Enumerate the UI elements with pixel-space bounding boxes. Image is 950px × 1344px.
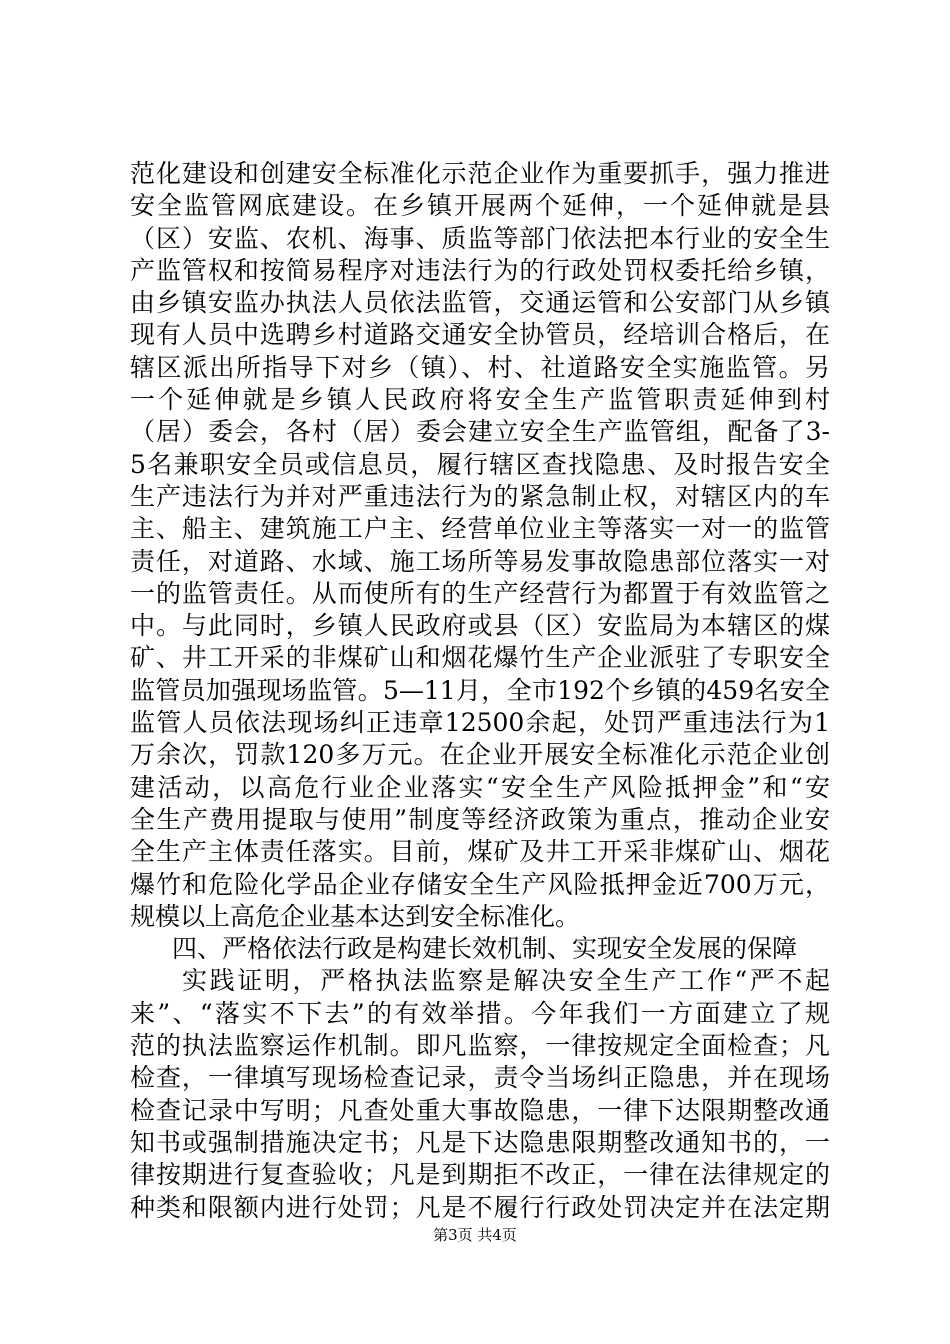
section-heading: 四、严格依法行政是构建长效机制、实现安全发展的保障	[172, 934, 798, 964]
text-line: 检查记录中写明；凡查处重大事故隐患，一律下达限期整改通	[130, 1095, 830, 1125]
page-footer	[0, 1225, 950, 1245]
text-line: （区）安监、农机、海事、质监等部门依法把本行业的安全生	[130, 223, 830, 253]
text-line: 万余次，罚款120多万元。在企业开展安全标准化示范企业创	[130, 740, 830, 770]
text-line: 知书或强制措施决定书；凡是下达隐患限期整改通知书的，一	[130, 1127, 830, 1157]
text-line: 监管员加强现场监管。5—11月，全市192个乡镇的459名安全	[130, 675, 830, 705]
text-line: 产监管权和按简易程序对违法行为的行政处罚权委托给乡镇，	[130, 255, 830, 285]
text-line: 安全监管网底建设。在乡镇开展两个延伸，一个延伸就是县	[130, 191, 830, 221]
text-line: 矿、井工开采的非煤矿山和烟花爆竹生产企业派驻了专职安全	[130, 643, 830, 673]
text-line: 生产违法行为并对严重违法行为的紧急制止权，对辖区内的车	[130, 481, 830, 511]
text-line: 建活动，以高危行业企业落实“安全生产风险抵押金”和“安	[130, 772, 830, 802]
text-line: （居）委会，各村（居）委会建立安全生产监管组，配备了3-	[130, 417, 830, 447]
text-line: 实践证明，严格执法监察是解决安全生产工作“严不起	[182, 966, 830, 996]
text-line: 规模以上高危企业基本达到安全标准化。	[130, 901, 581, 931]
page-number: 第3页 共4页	[433, 1226, 517, 1244]
text-line: 全生产费用提取与使用”制度等经济政策为重点，推动企业安	[130, 804, 830, 834]
text-line: 来”、“落实不下去”的有效举措。今年我们一方面建立了规	[130, 998, 830, 1028]
text-line: 由乡镇安监办执法人员依法监管，交通运管和公安部门从乡镇	[130, 288, 830, 318]
text-line: 爆竹和危险化学品企业存储安全生产风险抵押金近700万元，	[130, 869, 830, 899]
text-line: 现有人员中选聘乡村道路交通安全协管员，经培训合格后，在	[130, 320, 830, 350]
text-line: 范化建设和创建安全标准化示范企业作为重要抓手，强力推进	[130, 159, 830, 188]
text-line: 范的执法监察运作机制。即凡监察，一律按规定全面检查；凡	[130, 1031, 830, 1061]
text-line: 主、船主、建筑施工户主、经营单位业主等落实一对一的监管	[130, 514, 830, 544]
text-line: 一的监管责任。从而使所有的生产经营行为都置于有效监管之	[130, 578, 830, 608]
text-line: 辖区派出所指导下对乡（镇）、村、社道路安全实施监管。另	[130, 352, 830, 382]
text-line: 监管人员依法现场纠正违章12500余起，处罚严重违法行为1	[130, 708, 830, 738]
text-line: 种类和限额内进行处罚；凡是不履行行政处罚决定并在法定期	[130, 1192, 830, 1222]
text-line: 5名兼职安全员或信息员，履行辖区查找隐患、及时报告安全	[130, 449, 830, 479]
text-line: 全生产主体责任落实。目前，煤矿及井工开采非煤矿山、烟花	[130, 837, 830, 867]
text-line: 检查，一律填写现场检查记录，责令当场纠正隐患，并在现场	[130, 1063, 830, 1093]
body-text	[130, 158, 830, 1224]
text-line: 中。与此同时，乡镇人民政府或县（区）安监局为本辖区的煤	[130, 611, 830, 641]
text-line: 一个延伸就是乡镇人民政府将安全生产监管职责延伸到村	[130, 385, 830, 415]
text-line: 律按期进行复查验收；凡是到期拒不改正，一律在法律规定的	[130, 1160, 830, 1190]
text-line: 责任，对道路、水域、施工场所等易发事故隐患部位落实一对	[130, 546, 830, 576]
